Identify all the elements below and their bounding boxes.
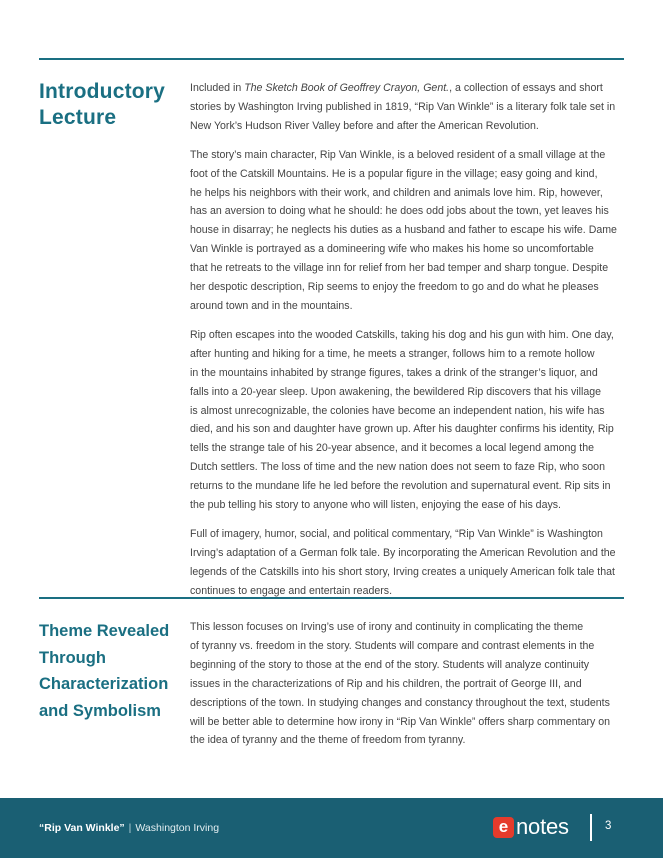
intro-heading — [39, 79, 165, 131]
intro-paragraph-2 — [190, 146, 630, 316]
body-line: descriptions of the town. In studying changes and constancy throughout the text, students — [190, 696, 610, 709]
section-divider — [39, 597, 624, 599]
body-line: beginning of the story to those at the end of the story. Students will analyze continuity — [190, 658, 590, 671]
body-line: is almost unrecognizable, the colonies have become an independent nation, his wife has — [190, 404, 605, 417]
intro-paragraph-4 — [190, 525, 630, 601]
body-line: her despotic description, Rip seems to enjoy the freedom to go and do what he pleases — [190, 281, 599, 294]
intro-paragraph-1 — [190, 79, 630, 136]
theme-heading — [39, 618, 169, 724]
footer-separator: | — [128, 822, 132, 834]
body-line — [190, 79, 630, 98]
body-line: Dutch settlers. The loss of time and the new nation does not seem to faze Rip, who soon — [190, 461, 605, 474]
body-line: Rip often escapes into the wooded Catskills, taking his dog and his gun with him. One day, — [190, 328, 614, 341]
footer-work-title: “Rip Van Winkle” — [39, 822, 125, 834]
body-line: he helps his neighbors with their work, and children and animals love him. Rip, however, — [190, 186, 603, 199]
page-number: 3 — [605, 820, 612, 832]
body-line: of tyranny vs. freedom in the story. Students will compare and contrast elements in the — [190, 639, 595, 652]
body-line: Full of imagery, humor, social, and political commentary, “Rip Van Winkle” is Washington — [190, 527, 603, 540]
text-run: Included in — [190, 82, 245, 94]
top-rule — [39, 58, 624, 60]
body-line: legends of the Catskills into his short story, Irving creates a uniquely American folk tale that — [190, 565, 615, 578]
body-line: after hunting and hiking for a time, he meets a stranger, follows him to a remote hollow — [190, 347, 595, 360]
body-line: issues in the characterizations of Rip and his children, the portrait of George III, and — [190, 677, 582, 690]
page-footer — [0, 798, 663, 858]
body-line: falls into a 20-year sleep. Upon awakening, the bewildered Rip discovers that his village — [190, 385, 602, 398]
body-line: died, and his son and daughter have grown up. After his daughter confirms his identity, Rip — [190, 423, 614, 436]
body-line: foot of the Catskill Mountains. He is a popular figure in the village; easy going and kind, — [190, 167, 598, 180]
intro-body — [190, 79, 630, 611]
footer-citation — [39, 822, 219, 834]
body-line: has an aversion to doing what he should: he does odd jobs about the town, yet leaves his — [190, 205, 609, 218]
body-line: will be better able to determine how irony in “Rip Van Winkle” offers sharp commentary on — [190, 715, 611, 728]
intro-heading-line: Introductory — [39, 80, 166, 103]
body-line: around town and in the mountains. — [190, 299, 353, 312]
enotes-logo-wordmark: notes — [516, 814, 569, 839]
body-line: continues to engage and entertain readers. — [190, 584, 393, 597]
enotes-logo — [493, 815, 569, 839]
body-line: New York’s Hudson River Valley before and after the American Revolution. — [190, 119, 539, 132]
footer-author: Washington Irving — [135, 822, 220, 834]
theme-heading-line: Theme Revealed — [39, 622, 170, 640]
enotes-logo-e-icon: e — [493, 817, 514, 838]
theme-heading-line: and Symbolism — [39, 701, 161, 720]
theme-heading-line: Characterization — [39, 675, 169, 693]
body-line: Van Winkle is portrayed as a domineering wife who makes his home so uncomfortable — [190, 243, 594, 256]
body-line: the idea of tyranny and the theme of freedom from tyranny. — [190, 734, 466, 747]
theme-body — [190, 618, 630, 760]
body-line: the pub telling his story to anyone who will listen, enjoying the ease of his days. — [190, 499, 561, 512]
body-line: tells the strange tale of his 20-year absence, and it becomes a local legend among the — [190, 442, 594, 455]
intro-paragraph-3 — [190, 326, 630, 515]
body-line: that he retreats to the village inn for relief from her bad temper and sharp tongue. Despite — [190, 262, 609, 275]
body-line: stories by Washington Irving published in 1819, “Rip Van Winkle” is a literary folk tale set in — [190, 100, 616, 113]
body-line: The story’s main character, Rip Van Winkle, is a beloved resident of a small village at the — [190, 148, 606, 161]
intro-heading-line: Lecture — [39, 106, 117, 129]
book-title: The Sketch Book of Geoffrey Crayon, Gent. — [244, 82, 450, 94]
text-run: , a collection of essays and short — [449, 82, 603, 94]
body-line: returns to the mundane life he led before the revolution and supernatural event. Rip sits in — [190, 480, 611, 493]
footer-divider — [590, 814, 592, 841]
body-line: in the mountains inhabited by strange figures, takes a drink of the stranger’s liquor, and — [190, 366, 598, 379]
theme-paragraph — [190, 618, 630, 750]
body-line: house in disarray; he neglects his duties as a husband and father to escape his wife. Dame — [190, 224, 617, 237]
theme-heading-line: Through — [39, 648, 106, 667]
body-line: Irving’s adaptation of a German folk tale. By incorporating the American Revolution and the — [190, 546, 616, 559]
body-line: This lesson focuses on Irving’s use of irony and continuity in complicating the theme — [190, 621, 584, 633]
